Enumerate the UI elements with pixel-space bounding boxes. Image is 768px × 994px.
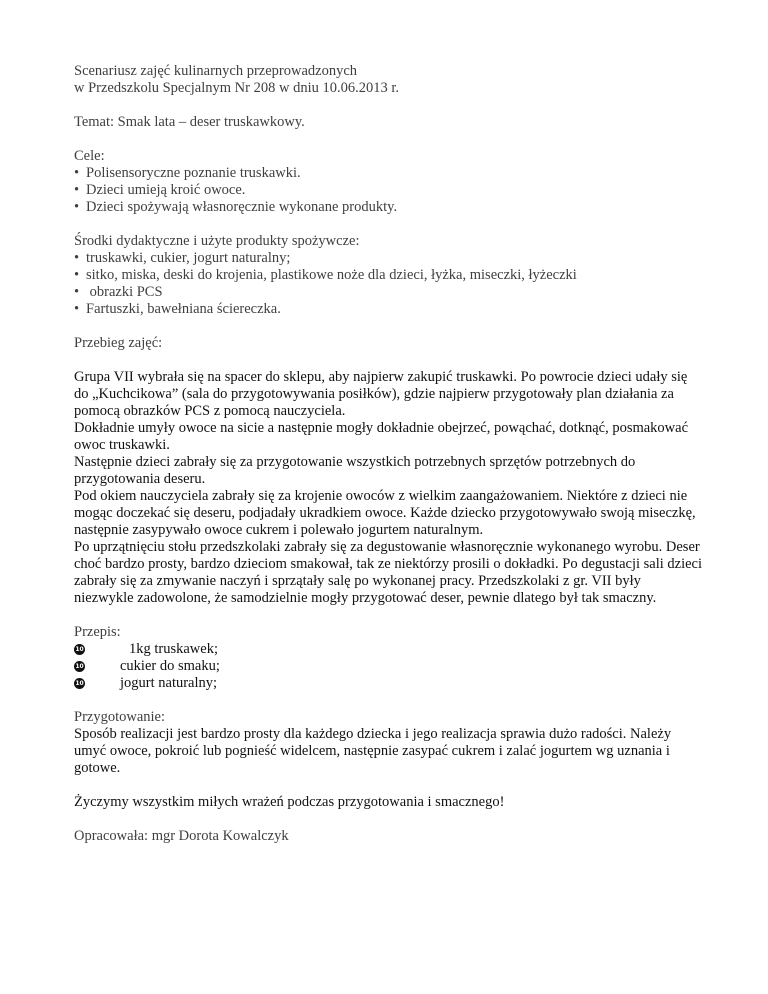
means-title: Środki dydaktyczne i użyte produkty spożywcze: <box>74 233 360 249</box>
numbered-bullet-icon: 10 <box>75 680 84 687</box>
recipe-item: 10 cukier do smaku; <box>75 658 220 674</box>
course-paragraph: Następnie dzieci zabrały się za przygotowanie wszystkich potrzebnych sprzętów potrzebnych do przygotowania deseru. <box>74 454 636 487</box>
course-paragraph: Pod okiem nauczyciela zabrały się za krojenie owoców z wielkim zaangażowaniem. Niektóre z dzieci nie mogąc doczekać się deseru, podjadały ukradkiem owoce. Każde dziecko przygotowywało swoją miseczkę, następnie zasypywało owoce cukrem i polewało jogurtem naturalnym. <box>74 488 696 538</box>
recipe-item: 10 jogurt naturalny; <box>75 675 218 691</box>
header-line-2: w Przedszkolu Specjalnym Nr 208 w dniu 10.06.2013 r. <box>74 80 400 96</box>
goal-item: • Polisensoryczne poznanie truskawki. <box>74 165 301 181</box>
preparation-title: Przygotowanie: <box>74 709 166 725</box>
course-paragraph: Grupa VII wybrała się na spacer do sklepu, aby najpierw zakupić truskawki. Po powrocie dzieci udały się do „Kuchcikowa” (sala do przygotowywania posiłków), gdzie najpierw przygotowały plan działania za pomocą obrazków PCS z pomocą nauczyciela. <box>74 369 688 419</box>
bullet-icon: • <box>74 301 80 317</box>
bullet-icon: • <box>74 250 80 266</box>
goal-item: • Dzieci umieją kroić owoce. <box>74 182 246 198</box>
course-paragraph: Po uprzątnięciu stołu przedszkolaki zabrały się za degustowanie własnoręcznie wykonanego wyrobu. Deser choć bardzo prosty, bardzo dzieciom smakował, tak ze niektórzy prosili o dokładki. Po degustacji sali dzieci zabrały się za zmywanie naczyń i sprzątały salę po wykonanej pracy. Przedszkolaki z gr. VII były niezwykle zadowolone, że samodzielnie mogły przygotować deser, pewnie dlatego był tak smaczny. <box>74 539 703 606</box>
means-item: • obrazki PCS <box>74 284 163 300</box>
author-line: Opracowała: mgr Dorota Kowalczyk <box>74 828 289 844</box>
bullet-icon: • <box>74 182 80 198</box>
preparation-text: Sposób realizacji jest bardzo prosty dla każdego dziecka i jego realizacja sprawia dużo radości. Należy umyć owoce, pokroić lub pognieść widelcem, następnie zasypać cukrem i zalać jogurtem wg uznania i gotowe. <box>74 726 672 776</box>
bullet-icon: • <box>74 267 80 283</box>
recipe-title: Przepis: <box>74 624 121 640</box>
bullet-icon: • <box>74 199 80 215</box>
means-item: • truskawki, cukier, jogurt naturalny; <box>74 250 291 266</box>
document-page <box>74 63 704 845</box>
course-title: Przebieg zajęć: <box>74 335 163 351</box>
course-paragraph: Dokładnie umyły owoce na sicie a następnie mogły dokładnie obejrzeć, powąchać, dotknąć, posmakować owoc truskawki. <box>74 420 689 453</box>
goal-item: • Dzieci spożywają własnoręcznie wykonane produkty. <box>74 199 398 215</box>
topic: Temat: Smak lata – deser truskawkowy. <box>74 114 305 130</box>
numbered-bullet-icon: 10 <box>75 663 84 670</box>
closing-line: Życzymy wszystkim miłych wrażeń podczas przygotowania i smacznego! <box>74 794 505 810</box>
numbered-bullet-icon: 10 <box>75 646 84 653</box>
means-item: • Fartuszki, bawełniana ściereczka. <box>74 301 281 317</box>
goals-title: Cele: <box>74 148 105 164</box>
header-line-1: Scenariusz zajęć kulinarnych przeprowadzonych <box>74 63 358 79</box>
bullet-icon: • <box>74 165 80 181</box>
means-item: • sitko, miska, deski do krojenia, plastikowe noże dla dzieci, łyżka, miseczki, łyżeczki <box>74 267 577 283</box>
bullet-icon: • <box>74 284 80 300</box>
recipe-item: 10 1kg truskawek; <box>75 641 218 657</box>
